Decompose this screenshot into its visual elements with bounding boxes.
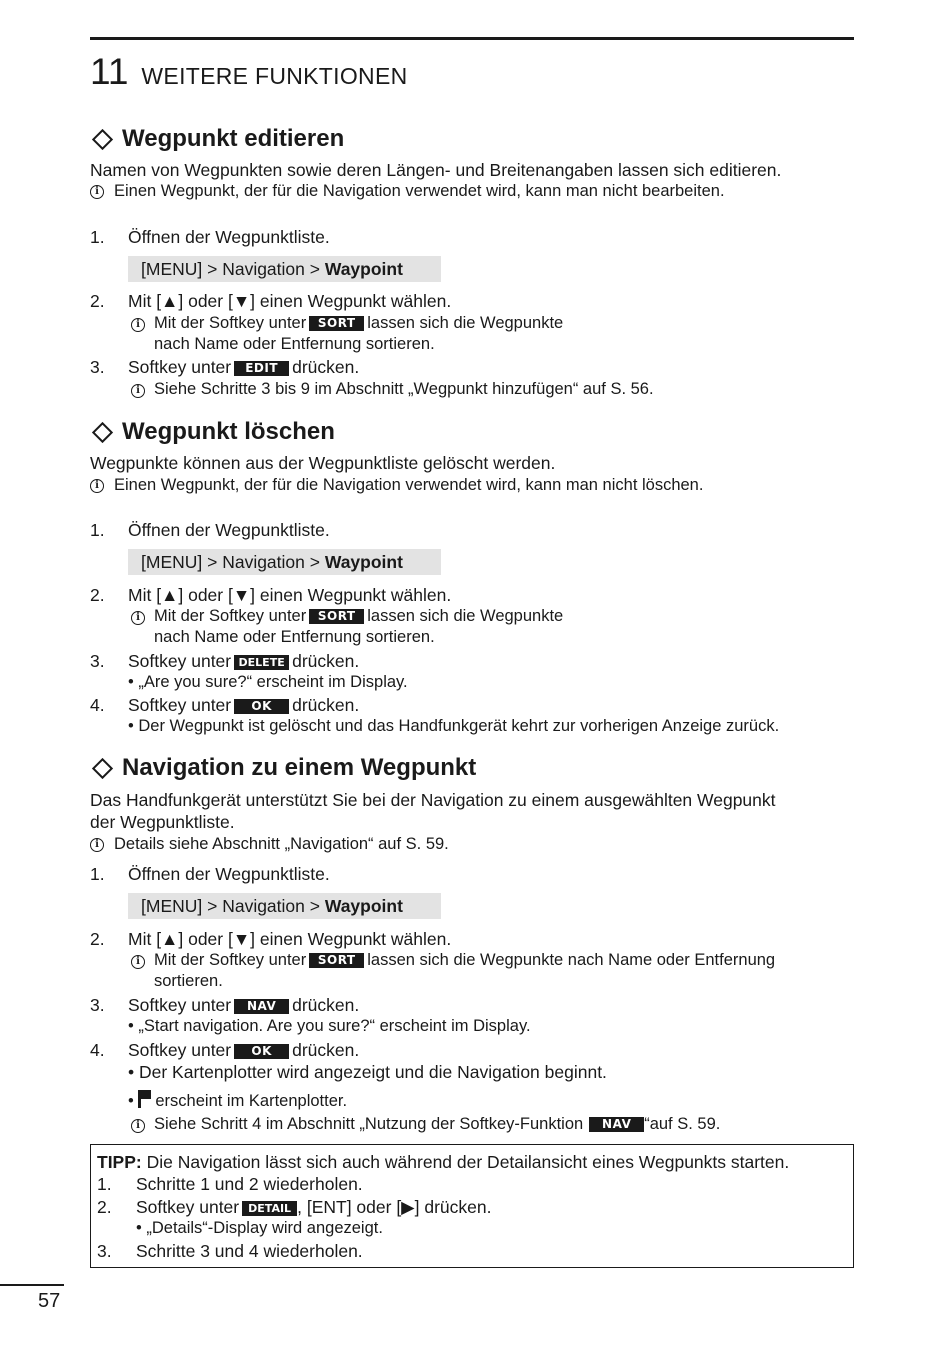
step-note: nach Name oder Entfernung sortieren. (154, 628, 435, 646)
step-number: 1. (90, 520, 105, 540)
step-note: Mit der Softkey unter SORT lassen sich die Wegpunkte (154, 314, 564, 332)
step-bullet: • erscheint im Kartenplotter. (128, 1092, 348, 1110)
step-text: Softkey unter EDIT drücken. (128, 357, 360, 377)
menu-path: [MENU] > Navigation > Waypoint (128, 256, 441, 282)
tip-intro: TIPP: Die Navigation lässt sich auch während der Detailansicht eines Wegpunkts starten. (97, 1152, 790, 1172)
softkey-sort: SORT (309, 953, 364, 968)
step-number: 1. (97, 1174, 112, 1194)
step-text: Softkey unter OK drücken. (128, 695, 360, 715)
step-number: 2. (90, 291, 105, 311)
softkey-ok: OK (234, 1044, 289, 1059)
softkey-edit: EDIT (234, 361, 289, 376)
step-number: 1. (90, 227, 105, 247)
softkey-sort: SORT (309, 316, 364, 331)
section-title: Navigation zu einem Wegpunkt (122, 754, 477, 781)
info-icon: i (131, 955, 145, 969)
note: i Einen Wegpunkt, der für die Navigation verwendet wird, kann man nicht bearbeiten. (90, 181, 725, 202)
chapter-heading (90, 50, 408, 94)
section-title: Wegpunkt löschen (122, 418, 335, 445)
step-number: 1. (90, 864, 105, 884)
page-number: 57 (38, 1290, 61, 1312)
section-heading-edit (90, 124, 344, 154)
diamond-icon (92, 128, 113, 149)
diamond-icon (92, 757, 113, 778)
step-text: Öffnen der Wegpunktliste. (128, 520, 330, 540)
step-number: 2. (90, 929, 105, 949)
flag-icon (138, 1090, 141, 1108)
info-icon: i (131, 611, 145, 625)
diamond-icon (92, 421, 113, 442)
note: i Details siehe Abschnitt „Navigation“ auf S. 59. (90, 834, 449, 855)
tip-label: TIPP: (97, 1152, 142, 1172)
info-icon: i (90, 479, 104, 493)
step-text: Öffnen der Wegpunktliste. (128, 864, 330, 884)
chapter-number: 11 (90, 51, 129, 92)
section-intro: Das Handfunkgerät unterstützt Sie bei der Navigation zu einem ausgewählten Wegpunkt (90, 790, 776, 810)
section-heading-delete (90, 417, 335, 447)
step-number: 4. (90, 1040, 105, 1060)
info-icon: i (131, 318, 145, 332)
step-text: Schritte 1 und 2 wiederholen. (136, 1174, 363, 1194)
softkey-sort: SORT (309, 609, 364, 624)
note: i Einen Wegpunkt, der für die Navigation verwendet wird, kann man nicht löschen. (90, 475, 703, 496)
step-text: Softkey unter DELETE drücken. (128, 651, 360, 671)
info-icon: i (90, 185, 104, 199)
step-number: 2. (97, 1197, 112, 1217)
step-note: nach Name oder Entfernung sortieren. (154, 335, 435, 353)
step-text: Softkey unter DETAIL , [ENT] oder [▶] drücken. (136, 1197, 492, 1217)
step-bullet: • „Are you sure?“ erscheint im Display. (128, 673, 408, 691)
info-icon: i (131, 384, 145, 398)
step-text: Mit [▲] oder [▼] einen Wegpunkt wählen. (128, 929, 452, 949)
step-note: Mit der Softkey unter SORT lassen sich die Wegpunkte (154, 607, 564, 625)
softkey-delete: DELETE (234, 655, 289, 670)
section-heading-navigation (90, 753, 476, 783)
info-icon: i (131, 1119, 145, 1133)
menu-path: [MENU] > Navigation > Waypoint (128, 549, 441, 575)
step-note: Siehe Schritte 3 bis 9 im Abschnitt „Wegpunkt hinzufügen“ auf S. 56. (154, 380, 654, 398)
step-number: 3. (90, 995, 105, 1015)
softkey-detail: DETAIL (242, 1201, 297, 1216)
chapter-title: WEITERE FUNKTIONEN (141, 63, 408, 89)
step-note: Mit der Softkey unter SORT lassen sich die Wegpunkte nach Name oder Entfernung (154, 951, 776, 969)
step-text: Softkey unter OK drücken. (128, 1040, 360, 1060)
softkey-ok: OK (234, 699, 289, 714)
step-text: Mit [▲] oder [▼] einen Wegpunkt wählen. (128, 291, 452, 311)
step-bullet: • „Details“-Display wird angezeigt. (136, 1219, 383, 1237)
section-intro: Namen von Wegpunkten sowie deren Längen- und Breitenangaben lassen sich editieren. (90, 160, 782, 180)
step-bullet: • „Start navigation. Are you sure?“ erscheint im Display. (128, 1017, 531, 1035)
page-number-rule (0, 1284, 64, 1286)
step-number: 3. (90, 357, 105, 377)
step-bullet: • Der Kartenplotter wird angezeigt und die Navigation beginnt. (128, 1062, 607, 1082)
step-bullet: • Der Wegpunkt ist gelöscht und das Handfunkgerät kehrt zur vorherigen Anzeige zurück. (128, 717, 780, 735)
softkey-nav: NAV (589, 1117, 644, 1132)
softkey-nav: NAV (234, 999, 289, 1014)
step-text: Softkey unter NAV drücken. (128, 995, 360, 1015)
step-text: Mit [▲] oder [▼] einen Wegpunkt wählen. (128, 585, 452, 605)
section-title: Wegpunkt editieren (122, 125, 345, 152)
step-number: 2. (90, 585, 105, 605)
step-note: Siehe Schritt 4 im Abschnitt „Nutzung der Softkey-Funktion NAV “auf S. 59. (154, 1115, 721, 1133)
step-number: 4. (90, 695, 105, 715)
step-text: Schritte 3 und 4 wiederholen. (136, 1241, 363, 1261)
section-intro: Wegpunkte können aus der Wegpunktliste gelöscht werden. (90, 453, 556, 473)
step-text: Öffnen der Wegpunktliste. (128, 227, 330, 247)
header-rule (90, 37, 854, 40)
info-icon: i (90, 838, 104, 852)
menu-path: [MENU] > Navigation > Waypoint (128, 893, 441, 919)
section-intro: der Wegpunktliste. (90, 812, 235, 832)
step-number: 3. (97, 1241, 112, 1261)
step-number: 3. (90, 651, 105, 671)
step-note: sortieren. (154, 972, 223, 990)
